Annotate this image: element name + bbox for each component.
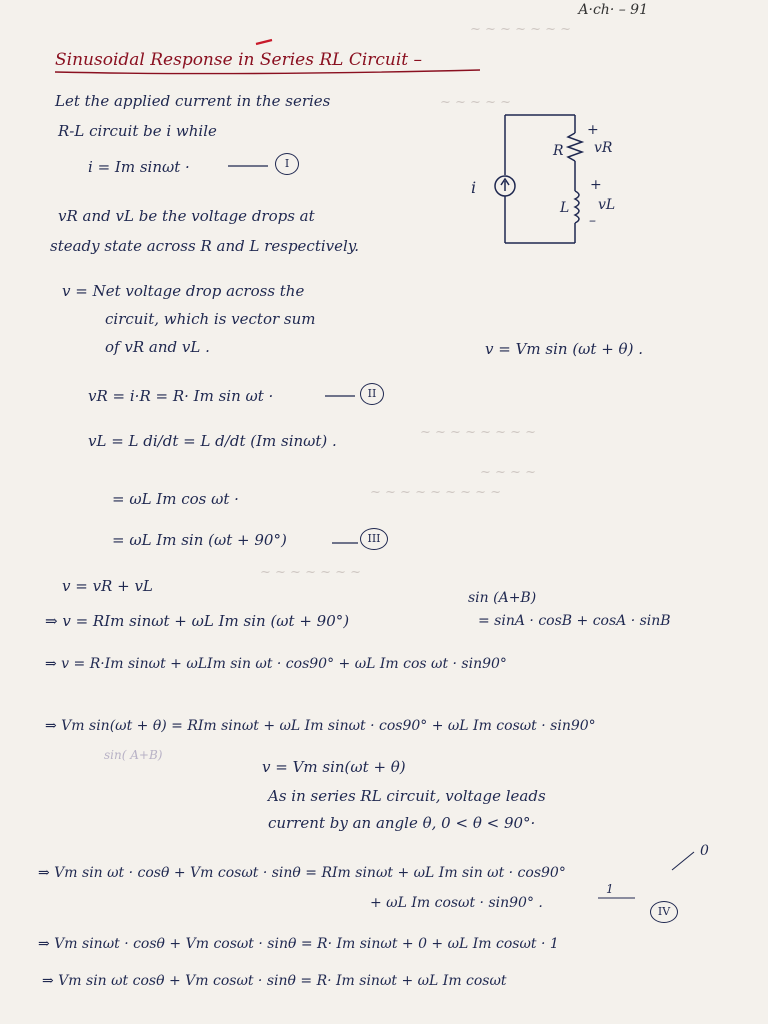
intro-line: Let the applied current in the series bbox=[55, 92, 331, 110]
vl-equation: = ωL Im cos ωt · bbox=[112, 490, 239, 508]
vl-equation: = ωL Im sin (ωt + 90°) bbox=[112, 531, 287, 549]
net-line: of vR and vL . bbox=[105, 338, 210, 356]
margin-note: 0 bbox=[700, 843, 709, 859]
equation-marker: I bbox=[275, 153, 299, 175]
equation-marker: III bbox=[360, 528, 388, 550]
comparison-equation: ⇒ Vm sin(ωt + θ) = RIm sinωt + ωL Im sinωt · cos90° + ωL Im cosωt · sin90° bbox=[45, 718, 596, 734]
simplified-equation: ⇒ Vm sinωt · cosθ + Vm cosωt · sinθ = R· Im sinωt + 0 + ωL Im cosωt · 1 bbox=[38, 936, 559, 952]
vl-plus: + bbox=[590, 177, 602, 193]
expanded-comparison: + ωL Im cosωt · sin90° . bbox=[370, 895, 543, 911]
drops-line: steady state across R and L respectively. bbox=[50, 237, 360, 255]
sum-equation: v = vR + vL bbox=[62, 577, 153, 595]
equation-marker: II bbox=[360, 383, 384, 405]
net-line: v = Net voltage drop across the bbox=[62, 282, 305, 300]
page-title: Sinusoidal Response in Series RL Circuit – bbox=[55, 50, 423, 70]
bleed-through-text: ~ ~ ~ ~ ~ ~ ~ bbox=[260, 565, 362, 580]
identity-note: = sinA · cosB + cosA · sinB bbox=[478, 613, 671, 629]
intro-line: R-L circuit be i while bbox=[58, 122, 217, 140]
bleed-through-text: ~ ~ ~ ~ ~ ~ ~ bbox=[470, 22, 572, 37]
faint-note: sin( A+B) bbox=[104, 748, 163, 762]
lead-statement: v = Vm sin(ωt + θ) bbox=[262, 758, 406, 776]
source-label: i bbox=[471, 178, 477, 197]
vl-equation: vL = L di/dt = L d/dt (Im sinωt) . bbox=[88, 432, 337, 450]
vl-label: vL bbox=[598, 197, 616, 213]
vr-label: vR bbox=[594, 140, 613, 156]
net-line: circuit, which is vector sum bbox=[105, 310, 316, 328]
identity-note: sin (A+B) bbox=[468, 590, 537, 606]
current-equation: i = Im sinωt · bbox=[88, 158, 190, 176]
margin-note: 1 bbox=[606, 882, 614, 896]
inductor-label: L bbox=[560, 200, 570, 216]
lead-statement: current by an angle θ, 0 < θ < 90°· bbox=[268, 814, 536, 832]
bleed-through-text: ~ ~ ~ ~ ~ bbox=[440, 95, 511, 110]
sum-equation: ⇒ v = RIm sinωt + ωL Im sin (ωt + 90°) bbox=[45, 612, 350, 630]
vr-plus: + bbox=[587, 122, 599, 138]
simplified-equation: ⇒ Vm sin ωt cosθ + Vm cosωt · sinθ = R· Im sinωt + ωL Im cosωt bbox=[42, 973, 507, 989]
resistor-label: R bbox=[553, 143, 564, 159]
bleed-through-text: ~ ~ ~ ~ bbox=[480, 465, 536, 480]
net-formula: v = Vm sin (ωt + θ) . bbox=[485, 340, 643, 358]
vr-equation: vR = i·R = R· Im sin ωt · bbox=[88, 387, 274, 405]
bleed-through-text: ~ ~ ~ ~ ~ ~ ~ ~ bbox=[420, 425, 537, 440]
expanded-equation: ⇒ v = R·Im sinωt + ωLIm sin ωt · cos90° + ωL Im cos ωt · sin90° bbox=[45, 656, 507, 672]
vl-minus: – bbox=[589, 213, 596, 229]
drops-line: vR and vL be the voltage drops at bbox=[58, 207, 315, 225]
equation-marker: IV bbox=[650, 901, 678, 923]
expanded-comparison: ⇒ Vm sin ωt · cosθ + Vm cosωt · sinθ = RIm sinωt + ωL Im sin ωt · cos90° bbox=[38, 865, 566, 881]
page-reference: A·ch· – 91 bbox=[578, 2, 648, 18]
bleed-through-text: ~ ~ ~ ~ ~ ~ ~ ~ ~ bbox=[370, 485, 502, 500]
lead-statement: As in series RL circuit, voltage leads bbox=[268, 787, 546, 805]
